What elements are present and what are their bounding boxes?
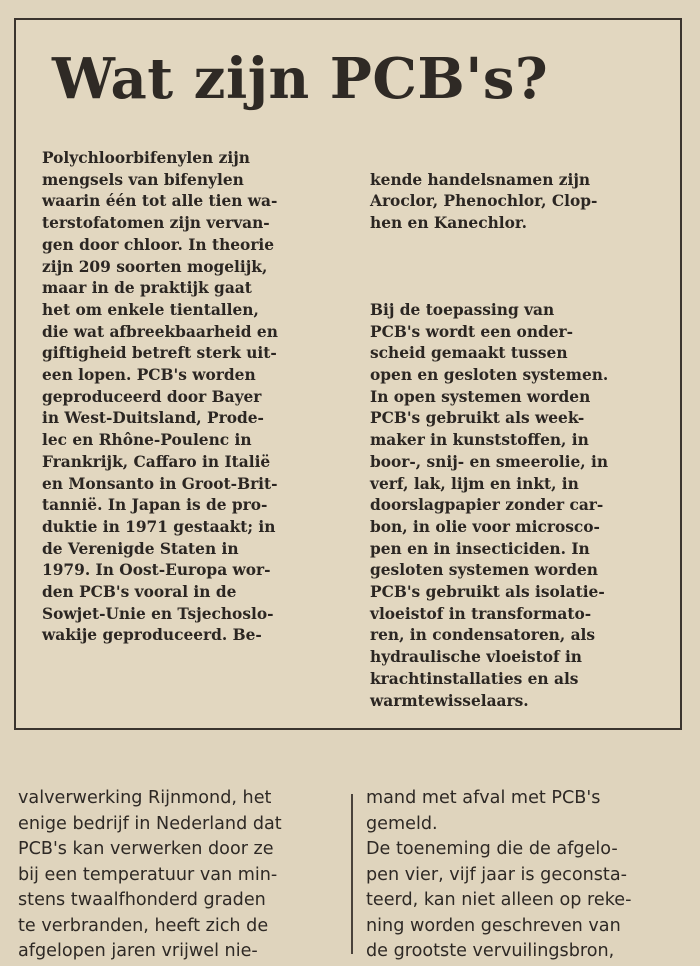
article-continuation-left: valverwerking Rijnmond, het enige bedrijf in Nederland dat PCB's kan verwerken door ze bij een temperatuur van min- stens twaalfhonderd graden te verbranden, heeft zich de afgelopen jaren vrijwel nie- [18,788,282,961]
pcb-info-box [14,18,682,730]
box-right-paragraph-1: kende handelsnamen zijn Aroclor, Phenochlor, Clop- hen en Kanechlor. [370,170,598,233]
article-continuation-right: mand met afval met PCB's gemeld. De toeneming die de afgelo- pen vier, vijf jaar is geconsta- teerd, kan niet alleen op reke- ning worden geschreven van de grootste vervuilingsbron, [366,788,632,961]
box-right-column [370,148,672,734]
column-divider [351,794,353,954]
box-left-column: Polychloorbifenylen zijn mengsels van bifenylen waarin één tot alle tien wa- terstofatomen zijn vervan- gen door chloor. In theorie zijn 209 soorten mogelijk, maar in de praktijk gaat het om enkele tientallen, die wat afbreekbaarheid en giftigheid betreft sterk uit- een lopen. PCB's worden geproduceerd door Bayer in West-Duitsland, Prode- lec en Rhône-Poulenc in Frankrijk, Caffaro in Italië en Monsanto in Groot-Brit- tannië. In Japan is de pro- duktie in 1971 gestaakt; in de Verenigde Staten in 1979. In Oost-Europa wor- den PCB's vooral in de Sowjet-Unie en Tsjechoslo- wakije geproduceerd. Be- [42,149,278,645]
paragraph-gap [370,257,672,279]
box-right-paragraph-2: Bij de toepassing van PCB's wordt een onder- scheid gemaakt tussen open en gesloten systemen. In open systemen worden PCB's gebruikt als week- maker in kunststoffen, in boor-, snij- en smeerolie, in verf, lak, lijm en inkt, in doorslagpapier zonder car- bon, in olie voor microsco- pen en in insecticiden. In gesloten systemen worden PCB's gebruikt als isolatie- vloeistof in transformato- ren, in condensatoren, als hydraulische vloeistof in krachtinstallaties en als warmtewisselaars. [370,300,609,710]
box-title: Wat zijn PCB's? [52,46,549,112]
